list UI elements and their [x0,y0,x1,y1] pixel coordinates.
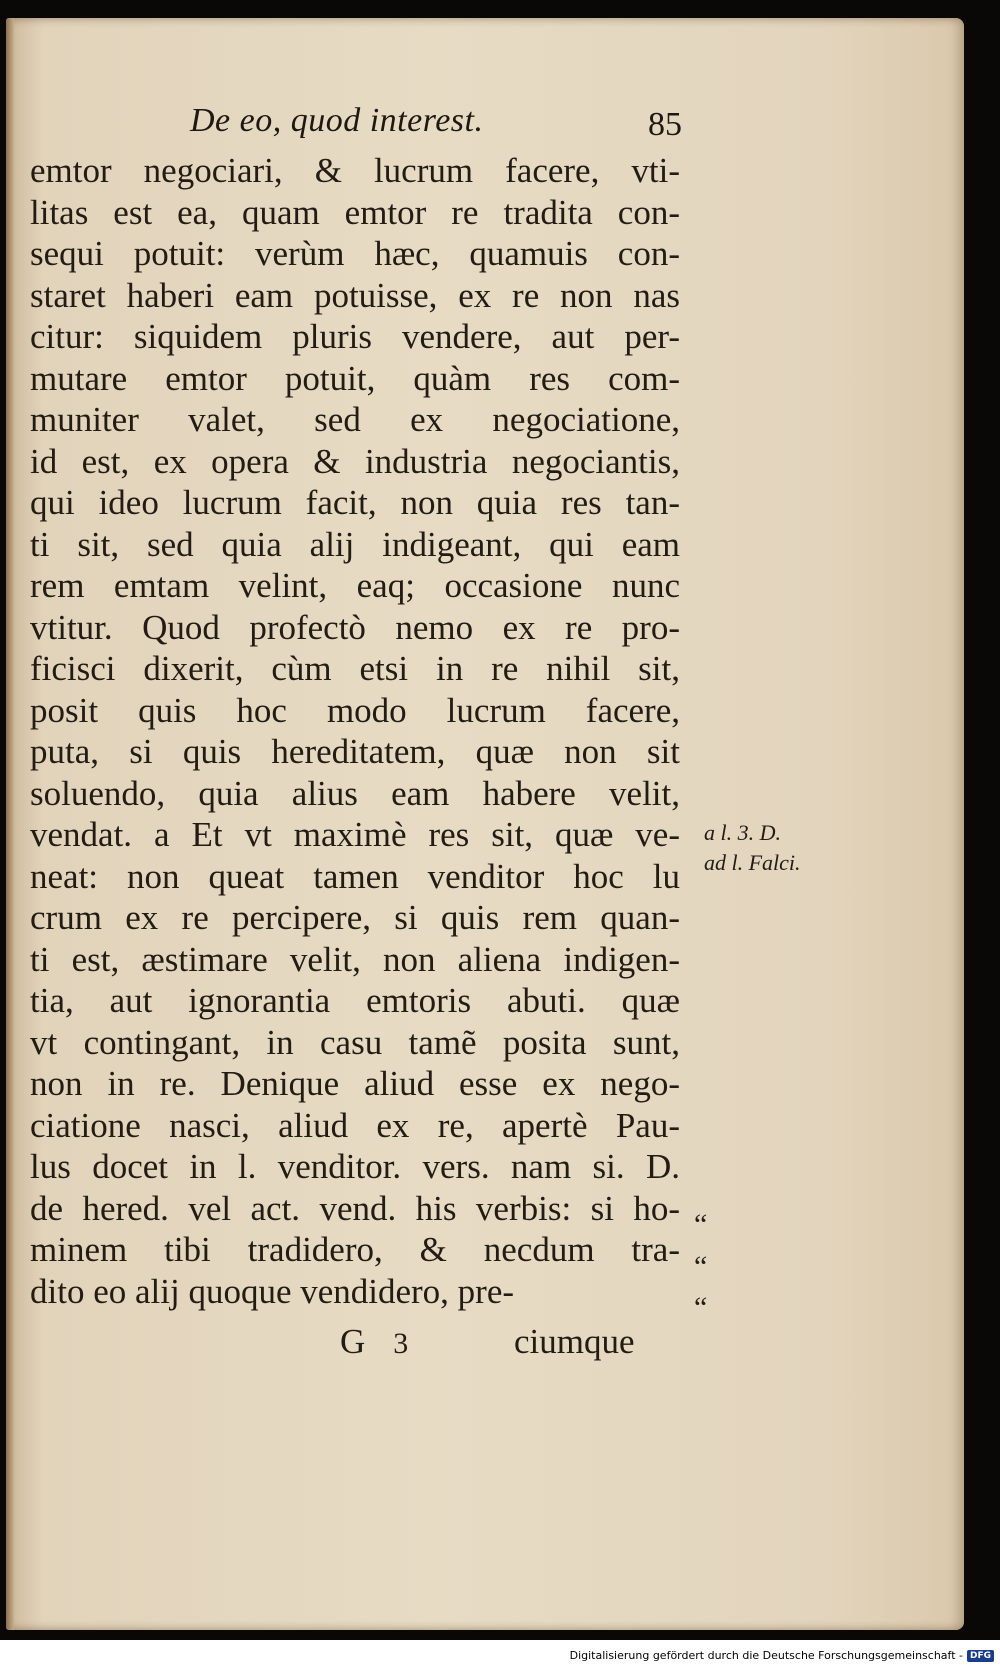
text-line: puta, si quis hereditatem, quæ non sit [30,732,680,771]
text-line: muniter valet, sed ex negociatione, [30,400,680,439]
text-line: id est, ex opera & industria negociantis, [30,441,680,481]
signature-mark [340,1322,408,1362]
text-line: neat: non queat tamen venditor hoc lu [30,856,680,896]
text-line: lus docet in l. venditor. vers. nam si. D. [30,1147,680,1186]
catchword: ciumque [514,1322,635,1361]
margin-note-line: ad l. Falci. [704,850,801,875]
page-number: 85 [648,106,682,143]
text-line: tia, aut ignorantia emtoris abuti. quæ [30,981,680,1020]
text-line: crum ex re percipere, si quis rem quan- [30,898,680,937]
running-head: De eo, quod interest. [190,102,484,139]
text-line: vt contingant, in casu tamẽ posita sunt, [30,1022,680,1062]
text-line: non in re. Denique aliud esse ex nego- [30,1064,680,1103]
text-line: qui ideo lucrum facit, non quia res tan- [30,483,680,522]
text-line: ciatione nasci, aliud ex re, apertè Pau- [30,1105,680,1145]
digitization-credit [570,1649,994,1662]
text-line: ti est, æstimare velit, non aliena indigen- [30,939,680,979]
text-line: dito eo alij quoque vendidero, pre- [30,1271,515,1311]
text-line: sequi potuit: verùm hæc, quamuis con- [30,234,680,273]
text-line: ti sit, sed quia alij indigeant, qui eam [30,524,680,564]
text-line: soluendo, quia alius eam habere velit, [30,773,680,813]
text-line: ficisci dixerit, cùm etsi in re nihil sit, [30,649,680,688]
text-line: posit quis hoc modo lucrum facere, [30,690,680,730]
quote-mark: “ [694,1291,708,1324]
text-line: citur: siquidem pluris vendere, aut per- [30,317,680,356]
quote-mark: “ [694,1249,708,1283]
text-line: vtitur. Quod profectò nemo ex re pro- [30,607,680,647]
text-line: emtor negociari, & lucrum facere, vti- [30,151,680,190]
margin-note-line: a l. 3. D. [704,820,781,845]
text-line: vendat. a Et vt maximè res sit, quæ ve- [30,815,680,854]
text-line: litas est ea, quam emtor re tradita con- [30,192,680,232]
text-line: rem emtam velint, eaq; occasione nunc [30,566,680,605]
text-line: staret haberi eam potuisse, ex re non nas [30,275,680,315]
text-line: de hered. vel act. vend. his verbis: si ho- [30,1188,680,1228]
signature-letter: G [340,1322,366,1361]
quote-mark: “ [694,1208,708,1241]
text-line: mutare emtor potuit, quàm res com- [30,358,680,398]
dfg-logo-icon: DFG [967,1650,994,1662]
page-gutter [6,18,14,1630]
signature-number: 3 [393,1327,409,1360]
margin-note [704,818,801,878]
text-line: minem tibi tradidero, & necdum tra- [30,1230,680,1269]
body-text [30,150,730,1312]
quote-marks [694,1204,707,1329]
credit-text: Digitalisierung gefördert durch die Deutsche Forschungsgemeinschaft - [569,1649,963,1662]
